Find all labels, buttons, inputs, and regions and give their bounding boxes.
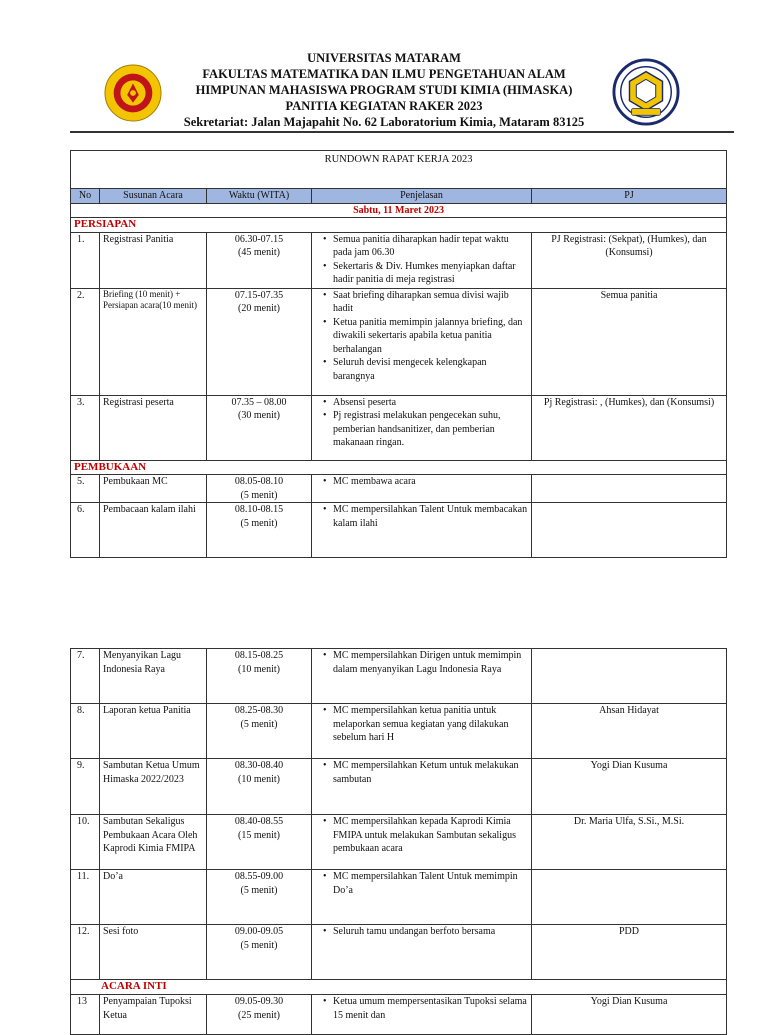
table-row: 5. Pembukaan MC 08.05-08.10 (5 menit) • MC membawa acara — [71, 475, 727, 503]
table-row: 7. Menyanyikan Lagu Indonesia Raya 08.15-08.25 (10 menit) • MC mempersilahkan Dirigen untuk memimpin dalam menyanyikan Lagu Indonesia Raya — [71, 649, 727, 704]
faculty-name: FAKULTAS MATEMATIKA DAN ILMU PENGETAHUAN ALAM — [202, 67, 566, 81]
committee-name: PANITIA KEGIATAN RAKER 2023 — [285, 99, 483, 113]
event-date: Sabtu, 11 Maret 2023 — [71, 203, 727, 218]
header-susunan-acara: Susunan Acara — [100, 189, 207, 204]
university-name: UNIVERSITAS MATARAM — [307, 51, 461, 65]
table-row: 6. Pembacaan kalam ilahi 08.10-08.15 (5 menit) • MC mempersilahkan Talent Untuk membacakan kalam ilahi — [71, 503, 727, 558]
rundown-table-part1 — [70, 150, 727, 558]
table-row: 12. Sesi foto 09.00-09.05 (5 menit) • Seluruh tamu undangan berfoto bersama PDD — [71, 925, 727, 980]
section-pembukaan: PEMBUKAAN — [71, 460, 727, 475]
header-penjelasan: Penjelasan — [312, 189, 532, 204]
header-pj: PJ — [532, 189, 727, 204]
rundown-title: RUNDOWN RAPAT KERJA 2023 — [71, 151, 727, 189]
himaska-logo — [612, 58, 680, 126]
table-row: 11. Do’a 08.55-09.00 (5 menit) • MC mempersilahkan Talent Untuk memimpin Do’a — [71, 870, 727, 925]
rundown-table-part2 — [70, 648, 727, 1035]
secretariat-address: Sekretariat: Jalan Majapahit No. 62 Laboratorium Kimia, Mataram 83125 — [183, 115, 585, 129]
table-row: 9. Sambutan Ketua Umum Himaska 2022/2023 08.30-08.40 (10 menit) • MC mempersilahkan Ketum untuk melakukan sambutan Yogi Dian Kusuma — [71, 759, 727, 815]
university-logo — [104, 64, 162, 122]
table-row: 1. Registrasi Panitia 06.30-07.15 (45 menit) • Semua panitia diharapkan hadir tepat waktu pada jam 06.30 • Sekertaris & Div. Humkes menyiapkan daftar hadir panitia di meja registrasi PJ Registrasi: (Sekpat), (Humkes), dan (Konsumsi) — [71, 232, 727, 288]
header-no: No — [71, 189, 100, 204]
section-acara-inti: ACARA INTI — [71, 980, 727, 995]
letterhead-divider — [70, 131, 734, 133]
table-row: 8. Laporan ketua Panitia 08.25-08.30 (5 menit) • MC mempersilahkan ketua panitia untuk melaporkan semua kegiatan yang dilakukan sebelum hari H Ahsan Hidayat — [71, 704, 727, 759]
association-name: HIMPUNAN MAHASISWA PROGRAM STUDI KIMIA (HIMASKA) — [195, 83, 573, 97]
table-row: 2. Briefing (10 menit) + Persiapan acara(10 menit) 07.15-07.35 (20 menit) • Saat briefing diharapkan semua divisi wajib hadit • Ketua panitia memimpin jalannya briefing, dan diwakili sekertaris apabila ketua panitia berhalangan • Seluruh devisi mengecek kelengkapan barangnya Semua panitia — [71, 288, 727, 395]
table-row: 13 Penyampaian Tupoksi Ketua 09.05-09.30 (25 menit) • Ketua umum mempersentasikan Tupoksi selama 15 menit dan Yogi Dian Kusuma — [71, 995, 727, 1035]
table-row: 10. Sambutan Sekaligus Pembukaan Acara Oleh Kaprodi Kimia FMIPA 08.40-08.55 (15 menit) • MC mempersilahkan kepada Kaprodi Kimia FMIPA untuk melakukan Sambutan sekaligus pembukaan acara Dr. Maria Ulfa, S.Si., M.Si. — [71, 815, 727, 870]
section-persiapan: PERSIAPAN — [71, 218, 727, 233]
header-waktu: Waktu (WITA) — [207, 189, 312, 204]
table-row: 3. Registrasi peserta 07.35 – 08.00 (30 menit) • Absensi peserta • Pj registrasi melakukan pengecekan suhu, pemberian handsanitizer, dan pemberian makanaan ringan. Pj Registrasi: , (Humkes), dan (Konsumsi) — [71, 395, 727, 460]
